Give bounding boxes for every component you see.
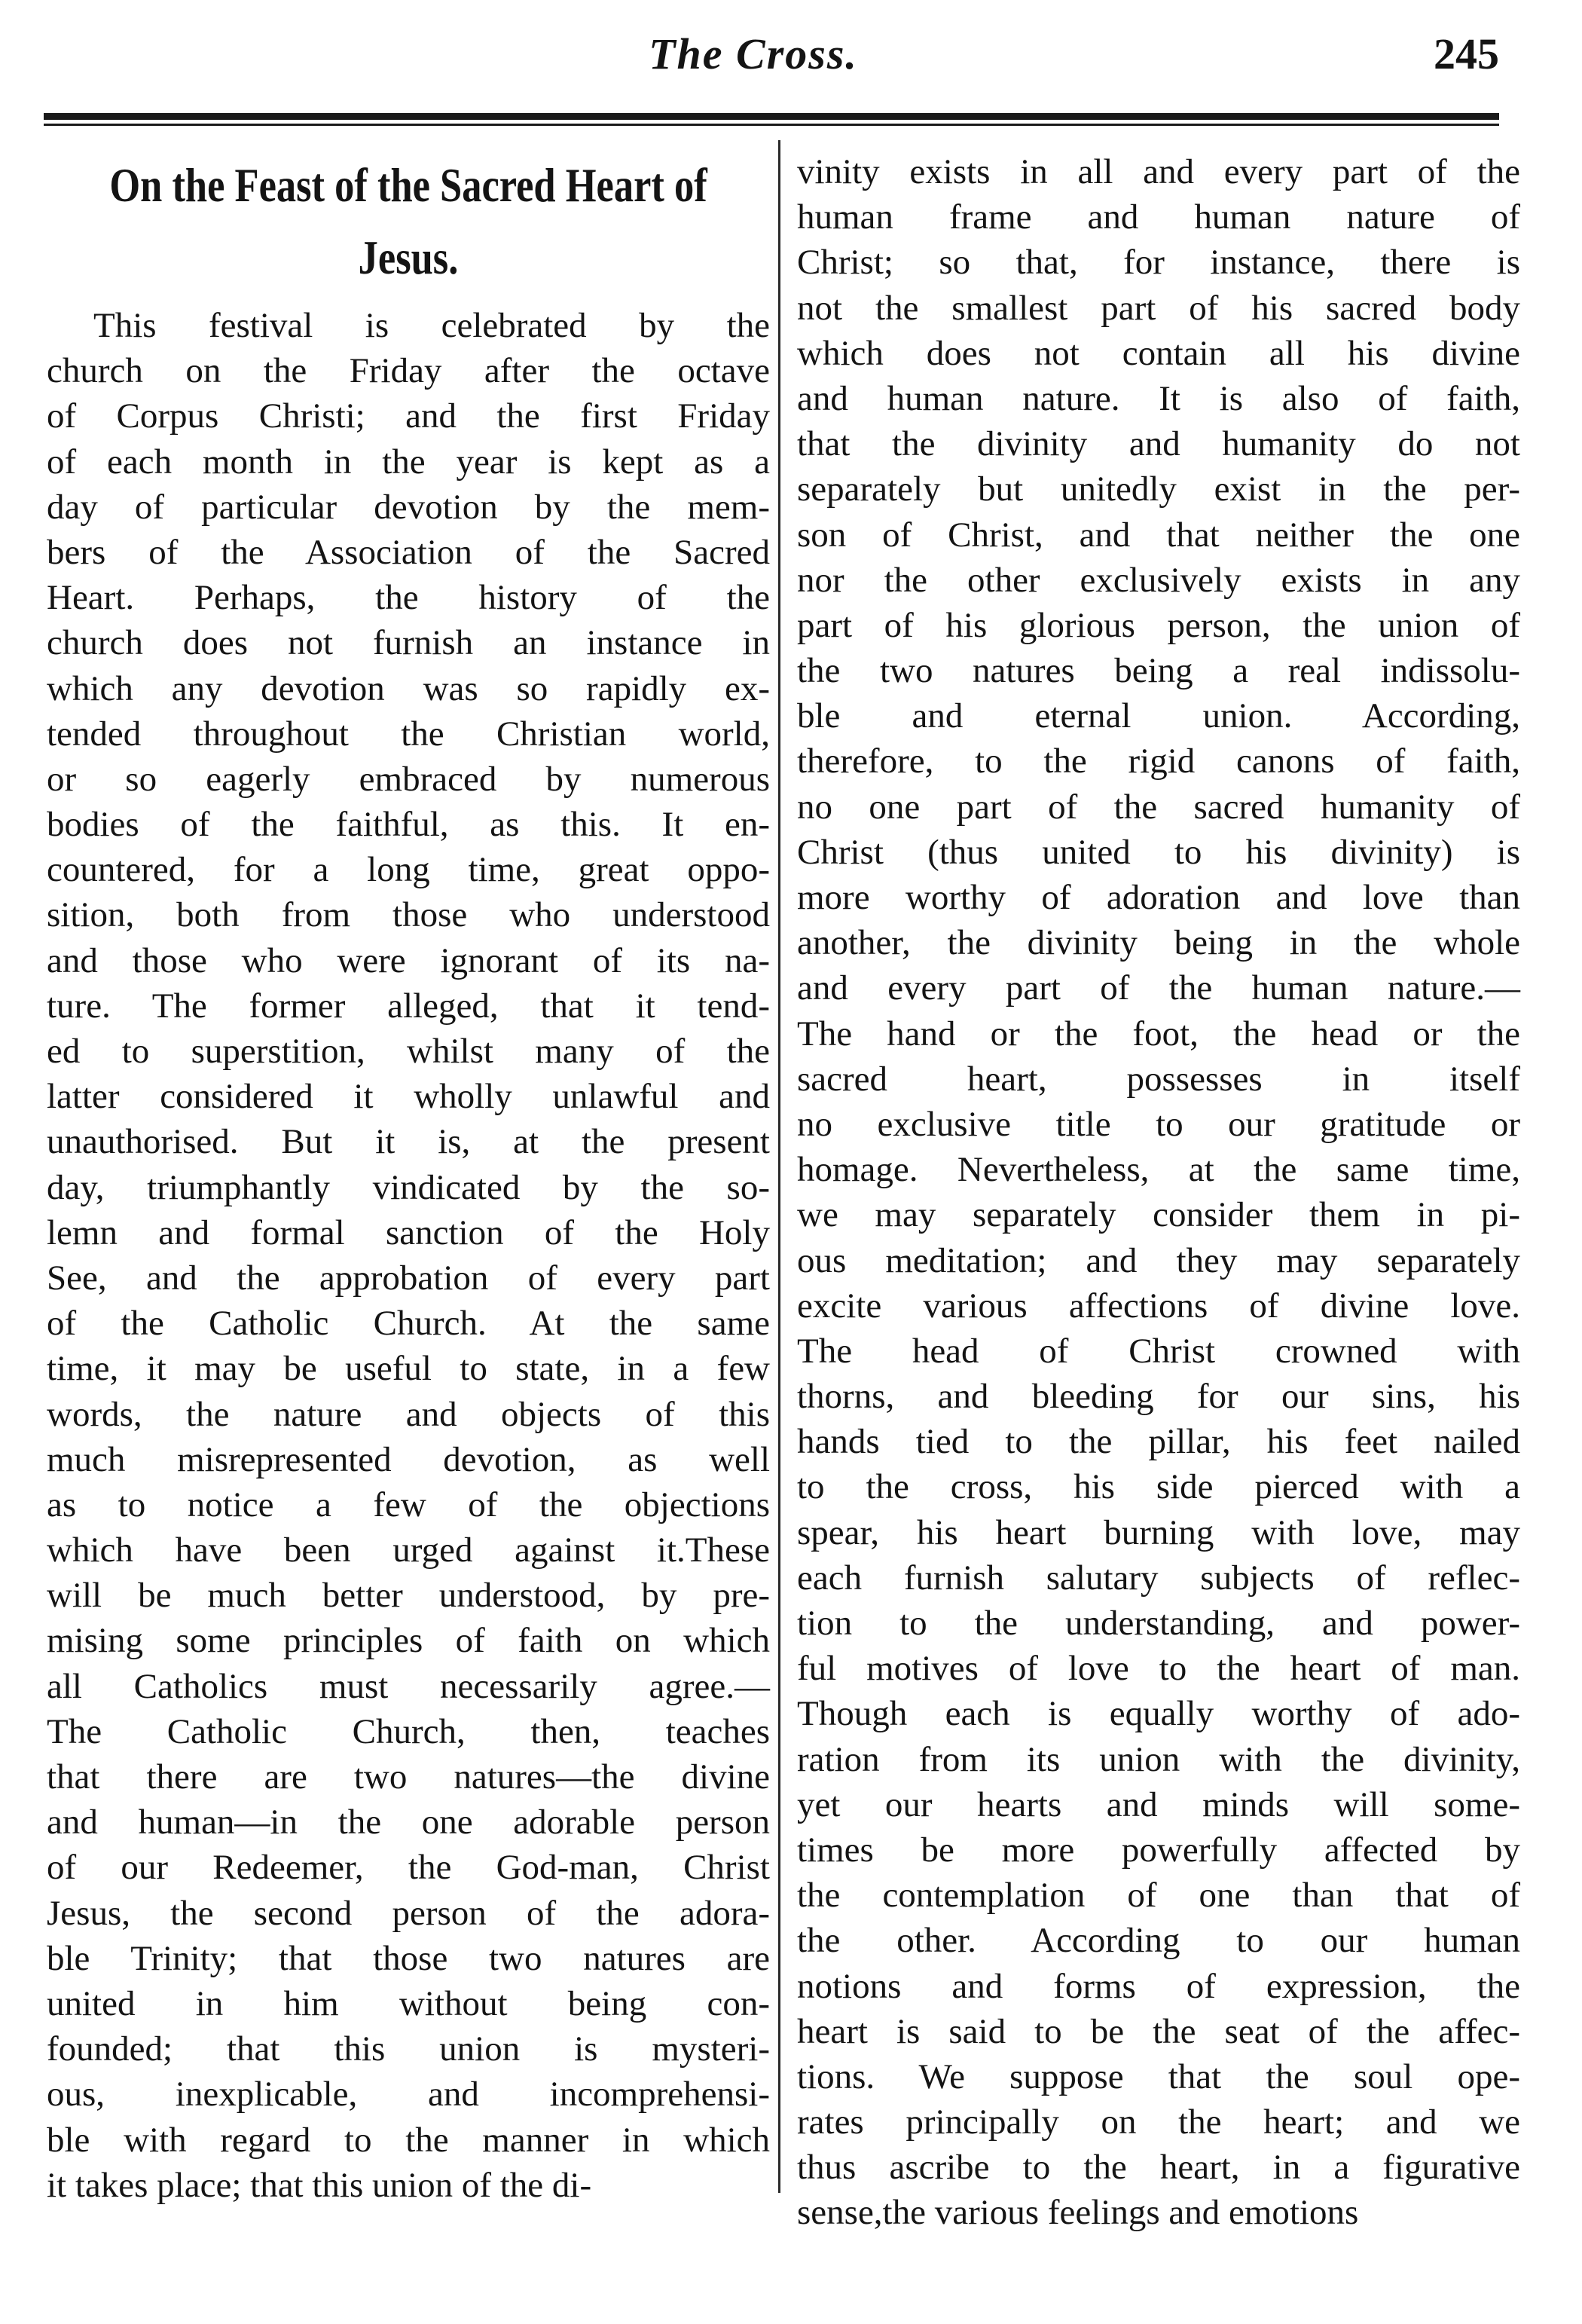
text-line: ble Trinity; that those two natures are	[47, 1938, 770, 1978]
text-line: The hand or the foot, the head or the	[797, 1014, 1520, 1053]
text-line: separately but unitedly exist in the per-	[797, 469, 1520, 509]
text-line: thorns, and bleeding for our sins, his	[797, 1377, 1520, 1417]
text-line: Jesus, the second person of the adora-	[47, 1893, 770, 1933]
text-line: which does not contain all his divine	[797, 333, 1520, 373]
text-line: or so eagerly embraced by numerous	[47, 759, 770, 799]
left-column-text	[47, 303, 770, 2208]
text-line: unauthorised. But it is, at the present	[47, 1122, 770, 1162]
text-line: notions and forms of expression, the	[797, 1966, 1520, 2006]
text-line: bodies of the faithful, as this. It en-	[47, 805, 770, 845]
text-line: human frame and human nature of	[797, 197, 1520, 237]
left-column	[47, 149, 770, 2208]
right-column	[797, 149, 1520, 2236]
text-line: we may separately consider them in pi-	[797, 1195, 1520, 1235]
text-line: will be much better understood, by pre-	[47, 1576, 770, 1616]
header-rule-thin	[44, 124, 1499, 126]
text-line: This festival is celebrated by the	[93, 306, 770, 345]
text-line: The head of Christ crowned with	[797, 1331, 1520, 1371]
text-line: which any devotion was so rapidly ex-	[47, 668, 770, 708]
article-title	[50, 149, 766, 294]
text-line: another, the divinity being in the whole	[797, 923, 1520, 963]
text-line: sition, both from those who understood	[47, 895, 770, 935]
text-line: no exclusive title to our gratitude or	[797, 1104, 1520, 1144]
text-line: of Corpus Christi; and the first Friday	[47, 396, 770, 436]
text-line: much misrepresented devotion, as well	[47, 1439, 770, 1479]
text-line: of the Catholic Church. At the same	[47, 1304, 770, 1344]
text-line: as to notice a few of the objections	[47, 1485, 770, 1524]
text-line: times be more powerfully affected by	[797, 1830, 1520, 1870]
text-line: to the cross, his side pierced with a	[797, 1467, 1520, 1507]
article-title-line-1: On the Feast of the Sacred Heart of	[109, 158, 707, 212]
text-line: and every part of the human nature.—	[797, 968, 1520, 1008]
text-line: thus ascribe to the heart, in a figurative	[797, 2148, 1520, 2188]
text-line: ous, inexplicable, and incomprehensi-	[47, 2075, 770, 2115]
text-line: more worthy of adoration and love than	[797, 878, 1520, 917]
article-title-line-2: Jesus.	[358, 231, 459, 284]
text-line: tended throughout the Christian world,	[47, 714, 770, 754]
text-line: latter considered it wholly unlawful and	[47, 1077, 770, 1117]
running-title: The Cross.	[649, 29, 858, 78]
text-line: bers of the Association of the Sacred	[47, 532, 770, 572]
text-line: day, triumphantly vindicated by the so-	[47, 1167, 770, 1207]
text-line: the other. According to our human	[797, 1921, 1520, 1961]
text-line: son of Christ, and that neither the one	[797, 515, 1520, 555]
text-line: tion to the understanding, and power-	[797, 1604, 1520, 1643]
text-line: united in him without being con-	[47, 1983, 770, 2023]
text-line: spear, his heart burning with love, may	[797, 1512, 1520, 1552]
text-line: ful motives of love to the heart of man.	[797, 1649, 1520, 1689]
text-line: Christ; so that, for instance, there is	[797, 243, 1520, 283]
text-line: not the smallest part of his sacred body	[797, 288, 1520, 328]
text-line: tions. We suppose that the soul ope-	[797, 2056, 1520, 2096]
text-line: hands tied to the pillar, his feet nailed	[797, 1422, 1520, 1462]
text-line: mising some principles of faith on which	[47, 1621, 770, 1661]
text-line: church does not furnish an instance in	[47, 623, 770, 663]
text-line: of our Redeemer, the God-man, Christ	[47, 1848, 770, 1888]
text-line: vinity exists in all and every part of the	[797, 152, 1520, 191]
text-line: heart is said to be the seat of the affec-	[797, 2011, 1520, 2051]
text-line: excite various affections of divine love.	[797, 1286, 1520, 1326]
column-divider	[778, 140, 780, 2193]
text-line: ture. The former alleged, that it tend-	[47, 986, 770, 1026]
page-number: 245	[1434, 29, 1499, 78]
text-line: lemn and formal sanction of the Holy	[47, 1212, 770, 1252]
text-line: and human—in the one adorable person	[47, 1803, 770, 1842]
text-line: the two natures being a real indissolu-	[797, 651, 1520, 691]
text-line: and those who were ignorant of its na-	[47, 940, 770, 980]
text-line: ration from its union with the divinity,	[797, 1739, 1520, 1779]
text-line: that there are two natures—the divine	[47, 1757, 770, 1797]
text-line: of each month in the year is kept as a	[47, 442, 770, 482]
text-line: The Catholic Church, then, teaches	[47, 1711, 770, 1751]
running-head	[0, 29, 1582, 96]
text-line: See, and the approbation of every part	[47, 1258, 770, 1298]
text-line: day of particular devotion by the mem-	[47, 487, 770, 527]
text-line: sense,the various feelings and emotions	[797, 2193, 1359, 2233]
text-line: Heart. Perhaps, the history of the	[47, 578, 770, 618]
text-line: therefore, to the rigid canons of faith,	[797, 742, 1520, 781]
text-line: founded; that this union is mysteri-	[47, 2029, 770, 2069]
right-column-text	[797, 149, 1520, 2236]
text-line: each furnish salutary subjects of reflec-	[797, 1558, 1520, 1598]
text-line: ble with regard to the manner in which	[47, 2120, 770, 2160]
text-line: all Catholics must necessarily agree.—	[47, 1666, 770, 1706]
text-line: rates principally on the heart; and we	[797, 2102, 1520, 2142]
text-line: no one part of the sacred humanity of	[797, 787, 1520, 827]
header-rule-thick	[44, 113, 1499, 120]
text-line: part of his glorious person, the union of	[797, 605, 1520, 645]
text-line: Though each is equally worthy of ado-	[797, 1694, 1520, 1734]
text-line: church on the Friday after the octave	[47, 351, 770, 391]
text-line: ed to superstition, whilst many of the	[47, 1032, 770, 1071]
text-line: it takes place; that this union of the di-	[47, 2165, 592, 2205]
text-line: the contemplation of one than that of	[797, 1876, 1520, 1916]
header-rule	[44, 113, 1499, 133]
text-line: yet our hearts and minds will some-	[797, 1784, 1520, 1824]
text-line: which have been urged against it.These	[47, 1530, 770, 1570]
text-line: that the divinity and humanity do not	[797, 424, 1520, 464]
text-line: nor the other exclusively exists in any	[797, 560, 1520, 600]
text-line: ble and eternal union. According,	[797, 696, 1520, 736]
text-line: Christ (thus united to his divinity) is	[797, 832, 1520, 872]
text-line: ous meditation; and they may separately	[797, 1240, 1520, 1280]
text-line: words, the nature and objects of this	[47, 1394, 770, 1434]
text-line: and human nature. It is also of faith,	[797, 378, 1520, 418]
text-line: sacred heart, possesses in itself	[797, 1059, 1520, 1099]
text-line: homage. Nevertheless, at the same time,	[797, 1150, 1520, 1190]
text-line: countered, for a long time, great oppo-	[47, 850, 770, 890]
text-line: time, it may be useful to state, in a few	[47, 1349, 770, 1389]
